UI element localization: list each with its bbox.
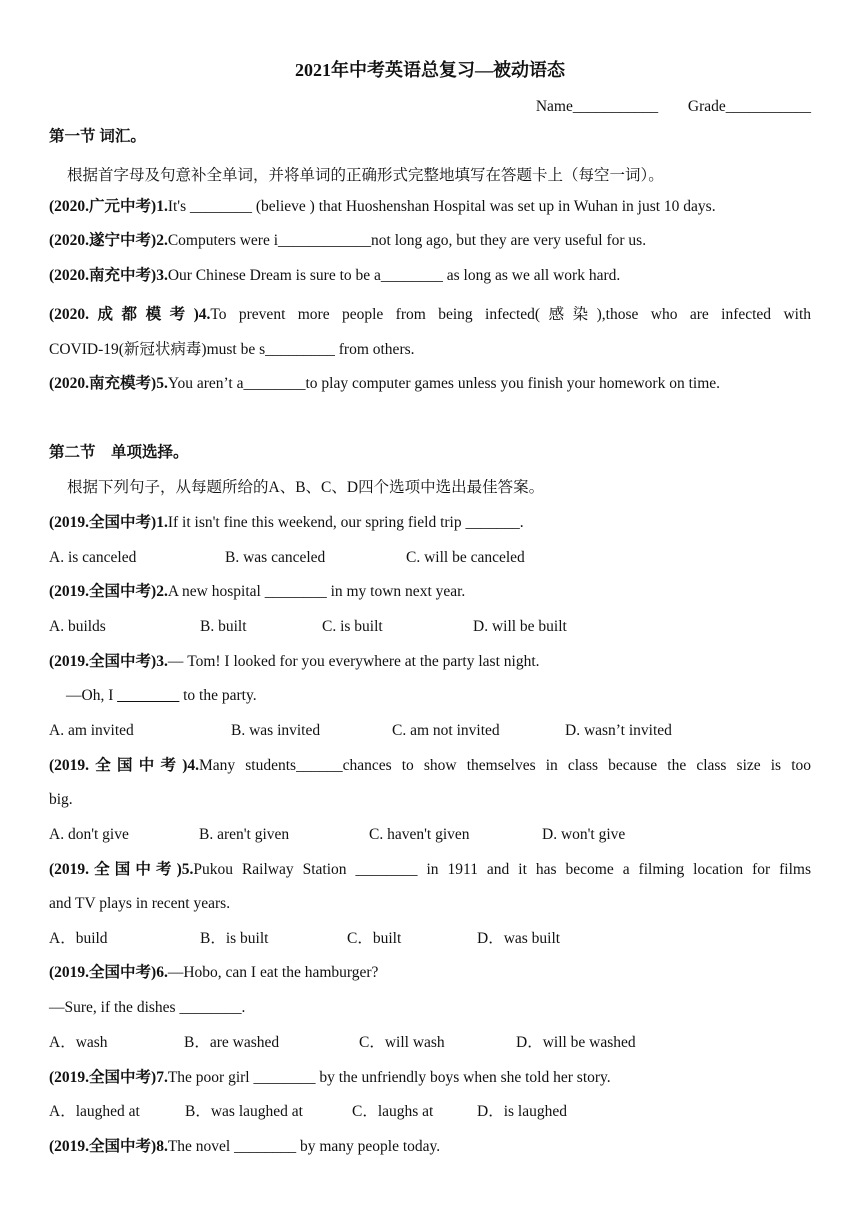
- name-grade-line: [536, 97, 811, 117]
- option-b: B．was laughed at: [185, 1103, 303, 1120]
- option-d: D．will be washed: [516, 1034, 636, 1051]
- question-source: (2019.全国中考)7.: [49, 1069, 168, 1086]
- option-b: B．is built: [200, 930, 269, 947]
- question-text: Many students______chances to show themselves in class because the class size is too: [199, 757, 812, 774]
- option-c: C．built: [347, 930, 402, 947]
- question-text: Pukou Railway Station ________ in 1911 and it has become a filming location for films: [193, 861, 812, 878]
- question-source: (2019.全国中考)2.: [49, 583, 168, 600]
- grade-field-label: Grade___________: [687, 98, 811, 115]
- page-title: 2021年中考英语总复习—被动语态: [295, 60, 565, 80]
- option-b: B．are washed: [184, 1034, 280, 1051]
- item-text: Our Chinese Dream is sure to be a________ as long as we all work hard.: [167, 267, 621, 284]
- option-c: C. is built: [322, 618, 383, 635]
- reply-text-end: to the party.: [179, 687, 257, 704]
- vocab-item-4-continued: COVID-19(新冠状病毒)must be s_________ from others.: [49, 341, 415, 358]
- question-6: [49, 963, 811, 983]
- answer-blank: ________: [117, 687, 180, 704]
- option-c: C. haven't given: [369, 826, 470, 843]
- question-7-options: [49, 1102, 811, 1122]
- question-6-reply: —Sure, if the dishes ________.: [49, 999, 246, 1016]
- item-source: (2020.南充模考)5.: [49, 375, 168, 392]
- question-source: (2019.全国中考)1.: [49, 514, 168, 531]
- question-1: [49, 513, 811, 533]
- question-7: [49, 1068, 811, 1088]
- item-source: (2020.广元中考)1.: [49, 198, 168, 215]
- question-text: The novel ________ by many people today.: [167, 1138, 441, 1155]
- section1-instruction: 根据首字母及句意补全单词，并将单词的正确形式完整地填写在答题卡上（每空一词）。: [67, 167, 664, 184]
- question-4-continued: big.: [49, 791, 73, 808]
- option-c: C．will wash: [359, 1034, 445, 1051]
- question-4-options: [49, 825, 811, 845]
- name-field-label: Name___________: [535, 98, 659, 115]
- question-1-options: [49, 548, 811, 568]
- item-text: Computers were i____________not long ago, but they are very useful for us.: [167, 232, 647, 249]
- section2-instruction: 根据下列句子，从每题所给的A、B、C、D四个选项中选出最佳答案。: [67, 479, 545, 496]
- option-d: D. won't give: [542, 826, 626, 843]
- option-a: A. is canceled: [49, 549, 137, 566]
- question-source: (2019.全国中考)3.: [49, 653, 168, 670]
- item-text: It's ________ (believe ) that Huoshenshan Hospital was set up in Wuhan in just 10 days.: [167, 198, 716, 215]
- question-source: (2019.全国中考)5.: [49, 861, 194, 878]
- option-c: C．laughs at: [352, 1103, 434, 1120]
- question-2: [49, 582, 811, 602]
- section2-heading: 第二节 单项选择。: [49, 444, 189, 461]
- question-source: (2019.全国中考)6.: [49, 964, 168, 981]
- question-4: [49, 756, 811, 776]
- item-text: You aren’t a________to play computer games unless you finish your homework on time.: [167, 375, 721, 392]
- question-5-continued: and TV plays in recent years.: [49, 895, 231, 912]
- question-3-options: [49, 721, 811, 741]
- question-2-options: [49, 617, 811, 637]
- item-source: (2020.遂宁中考)2.: [49, 232, 168, 249]
- option-a: A. don't give: [49, 826, 129, 843]
- option-b: B. aren't given: [199, 826, 290, 843]
- item-source: (2020.南充中考)3.: [49, 267, 168, 284]
- question-3: [49, 652, 811, 672]
- question-8: [49, 1137, 811, 1157]
- option-c: C. am not invited: [392, 722, 500, 739]
- section1-heading: 第一节 词汇。: [49, 128, 146, 145]
- reply-text-start: —Oh, I: [66, 687, 118, 704]
- option-d: D. will be built: [473, 618, 567, 635]
- vocab-item-4: [49, 305, 811, 325]
- question-source: (2019.全国中考)4.: [49, 757, 199, 774]
- option-c: C. will be canceled: [406, 549, 525, 566]
- option-a: A．wash: [49, 1034, 108, 1051]
- question-text: — Tom! I looked for you everywhere at the party last night.: [167, 653, 540, 670]
- question-text: The poor girl ________ by the unfriendly boys when she told her story.: [167, 1069, 611, 1086]
- question-text: —Hobo, can I eat the hamburger?: [167, 964, 379, 981]
- option-a: A. am invited: [49, 722, 134, 739]
- question-5: [49, 860, 811, 880]
- question-source: (2019.全国中考)8.: [49, 1138, 168, 1155]
- option-d: D．was built: [477, 930, 561, 947]
- option-d: D. wasn’t invited: [565, 722, 672, 739]
- option-b: B. was canceled: [225, 549, 326, 566]
- item-text: To prevent more people from being infected(感染),those who are infected with: [210, 306, 811, 323]
- option-a: A．build: [49, 930, 108, 947]
- question-text: A new hospital ________ in my town next year.: [167, 583, 466, 600]
- option-d: D．is laughed: [477, 1103, 567, 1120]
- option-a: A. builds: [49, 618, 106, 635]
- question-3-reply: [66, 686, 811, 706]
- vocab-item-1: [49, 197, 811, 217]
- option-b: B. built: [200, 618, 247, 635]
- item-source: (2020.成都模考)4.: [49, 306, 211, 323]
- question-text: If it isn't fine this weekend, our spring field trip _______.: [167, 514, 524, 531]
- option-b: B. was invited: [231, 722, 321, 739]
- vocab-item-2: [49, 231, 811, 251]
- question-6-options: [49, 1033, 811, 1053]
- vocab-item-3: [49, 266, 811, 286]
- option-a: A．laughed at: [49, 1103, 140, 1120]
- question-5-options: [49, 929, 811, 949]
- vocab-item-5: [49, 374, 811, 394]
